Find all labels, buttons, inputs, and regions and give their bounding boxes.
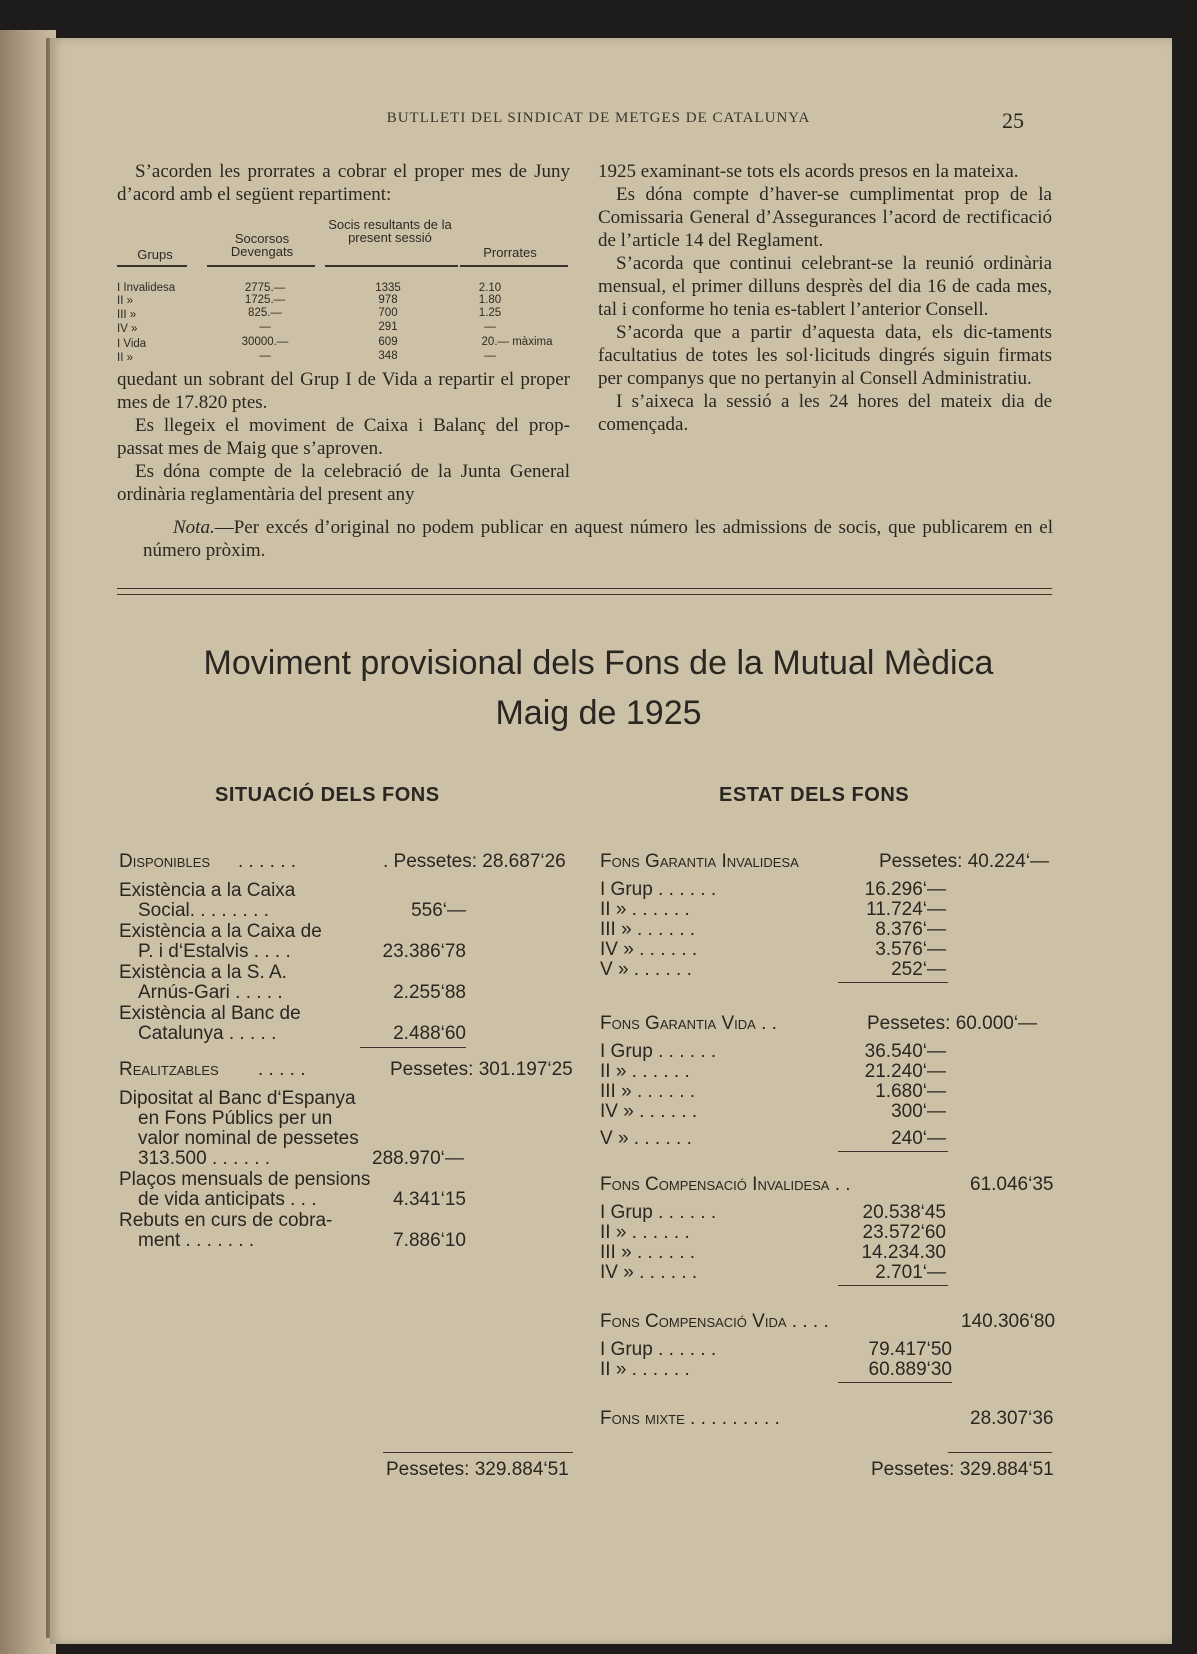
estat-grand-total: Pessetes: 329.884‘51 bbox=[871, 1459, 1054, 1480]
table-cell: 1335 bbox=[375, 282, 401, 294]
group-amount: 240‘— bbox=[891, 1128, 946, 1149]
table-row-grup: II » bbox=[117, 295, 133, 307]
item-line: en Fons Públics per un bbox=[138, 1108, 333, 1129]
item-line: P. i d‘Estalvis . . . . bbox=[138, 941, 291, 962]
group-amount: 2.701‘— bbox=[875, 1262, 946, 1283]
paragraph: S’acorda que a partir d’aquesta data, els dic-taments facultatius de totes les sol·licituds dingrés siguin firmats per companys que no pertanyin al Consell Administratiu. bbox=[598, 322, 1052, 389]
realitzables-total: Pessetes: 301.197‘25 bbox=[390, 1059, 573, 1080]
header-underline bbox=[207, 265, 315, 267]
paragraph: S’acorden les prorrates a cobrar el proper mes de Juny d’acord amb el següent repartiment: bbox=[117, 161, 570, 205]
col-header-socis: Socis resultants de la present sessió bbox=[328, 217, 452, 245]
fons-total: 28.307‘36 bbox=[970, 1408, 1054, 1429]
group-row: IV » . . . . . . bbox=[600, 1101, 698, 1122]
item-line: Existència a la Caixa bbox=[119, 880, 296, 901]
situacio-grand-total: Pessetes: 329.884‘51 bbox=[386, 1459, 569, 1480]
disponibles-label: Disponibles bbox=[119, 851, 211, 872]
group-amount: 21.240‘— bbox=[864, 1061, 946, 1082]
group-row: II » . . . . . . bbox=[600, 899, 690, 920]
fons-total: Pessetes: 40.224‘— bbox=[879, 851, 1050, 872]
group-amount: 8.376‘— bbox=[875, 919, 946, 940]
table-cell: 1725.— bbox=[244, 294, 286, 306]
group-row: IV » . . . . . . bbox=[600, 1262, 698, 1283]
item-line: Rebuts en curs de cobra- bbox=[119, 1210, 333, 1231]
paragraph: Es dóna compte d’haver-se cumplimentat prop de la Comissaria General d’Assegurances l’acord de rectificació de l’article 14 del Reglament. bbox=[598, 184, 1052, 251]
group-row: I Grup . . . . . . bbox=[600, 879, 717, 900]
table-cell: 609 bbox=[378, 336, 398, 348]
grand-total-rule bbox=[948, 1452, 1052, 1453]
group-amount: 16.296‘— bbox=[864, 879, 946, 900]
table-cell: 825.— bbox=[248, 307, 282, 319]
note-text: —Per excés d’original no podem publicar en aquest número les admissions de socis, que publicarem en el número pròxim. bbox=[143, 517, 1053, 561]
col-header-prorrates: Prorrates bbox=[483, 245, 537, 260]
group-row: II » . . . . . . bbox=[600, 1359, 690, 1380]
note-label: Nota. bbox=[173, 517, 215, 538]
col-header-socorsos: Socorsos Devengats bbox=[230, 231, 294, 259]
table-cell: 2775.— bbox=[244, 282, 286, 294]
group-amount: 20.538‘45 bbox=[862, 1202, 946, 1223]
header-underline bbox=[117, 265, 187, 267]
table-cell: — bbox=[484, 321, 496, 333]
paragraph: quedant un sobrant del Grup I de Vida a repartir el proper mes de 17.820 ptes. bbox=[117, 369, 570, 413]
group-amount: 1.680‘— bbox=[875, 1081, 946, 1102]
table-cell: 20.— màxima bbox=[481, 336, 553, 348]
table-cell: — bbox=[484, 350, 496, 362]
table-row-grup: III » bbox=[117, 309, 137, 321]
table-row-grup: I Vida bbox=[117, 338, 147, 350]
item-line: Existència a la Caixa de bbox=[119, 921, 322, 942]
table-cell: 2.10 bbox=[478, 282, 502, 294]
group-row: I Grup . . . . . . bbox=[600, 1339, 717, 1360]
dot-leader: . . . . . . bbox=[238, 851, 297, 872]
group-row: III » . . . . . . bbox=[600, 1081, 696, 1102]
item-amount: 288.970‘— bbox=[372, 1148, 464, 1169]
divider bbox=[117, 588, 1052, 589]
group-amount: 14.234.30 bbox=[861, 1242, 946, 1263]
table-row-grup: II » bbox=[117, 352, 133, 364]
group-row: V » . . . . . . bbox=[600, 1128, 692, 1149]
left-column-top bbox=[117, 160, 570, 206]
group-row: IV » . . . . . . bbox=[600, 939, 698, 960]
table-cell: — bbox=[259, 350, 271, 362]
header-underline bbox=[325, 265, 458, 267]
item-amount: 2.255‘88 bbox=[393, 982, 466, 1003]
item-amount: 4.341‘15 bbox=[393, 1189, 466, 1210]
fons-total: 140.306‘80 bbox=[961, 1311, 1056, 1332]
group-row: I Grup . . . . . . bbox=[600, 1041, 717, 1062]
fons-total: 61.046‘35 bbox=[970, 1174, 1054, 1195]
fons-label: Fons mixte . . . . . . . . . bbox=[600, 1408, 780, 1429]
header-underline bbox=[460, 265, 568, 267]
group-row: V » . . . . . . bbox=[600, 959, 692, 980]
item-line: de vida anticipats . . . bbox=[138, 1189, 317, 1210]
group-row: I Grup . . . . . . bbox=[600, 1202, 717, 1223]
running-header: BUTLLETI DEL SINDICAT DE METGES DE CATALUNYA bbox=[386, 110, 811, 126]
fons-label: Fons Compensació Vida . . . . bbox=[600, 1311, 829, 1332]
table-cell: 30000.— bbox=[241, 336, 289, 348]
item-line: Dipositat al Banc d‘Espanya bbox=[119, 1088, 356, 1109]
item-line: 313.500 . . . . . . bbox=[138, 1148, 271, 1169]
item-line: Plaços mensuals de pensions bbox=[119, 1169, 371, 1190]
sum-rule bbox=[838, 982, 948, 983]
col-header-grups: Grups bbox=[137, 247, 173, 262]
table-cell: 978 bbox=[378, 294, 398, 306]
right-column bbox=[598, 160, 1052, 436]
fons-label: Fons Garantia Vida . . bbox=[600, 1013, 777, 1034]
group-row: III » . . . . . . bbox=[600, 919, 696, 940]
group-row: III » . . . . . . bbox=[600, 1242, 696, 1263]
sum-rule bbox=[838, 1285, 948, 1286]
table-row-grup: IV » bbox=[117, 323, 138, 335]
fons-label: Fons Garantia Invalidesa bbox=[600, 851, 799, 872]
disponibles-total: . Pessetes: 28.687‘26 bbox=[383, 851, 566, 872]
item-line: Catalunya . . . . . bbox=[138, 1023, 277, 1044]
fons-total: Pessetes: 60.000‘— bbox=[867, 1013, 1038, 1034]
group-amount: 23.572‘60 bbox=[862, 1222, 946, 1243]
left-column-bottom bbox=[117, 368, 570, 506]
divider bbox=[117, 594, 1052, 595]
grand-total-rule bbox=[383, 1452, 573, 1453]
group-row: II » . . . . . . bbox=[600, 1222, 690, 1243]
fons-label: Fons Compensació Invalidesa . . bbox=[600, 1174, 851, 1195]
item-amount: 2.488‘60 bbox=[393, 1023, 466, 1044]
group-amount: 11.724‘— bbox=[866, 899, 946, 920]
paragraph: S’acorda que continui celebrant-se la reunió ordinària mensual, el primer dilluns desprès del dia 16 de cada mes, tal i conforme ho tenia es-tablert l’anterior Consell. bbox=[598, 253, 1052, 320]
item-line: valor nominal de pessetes bbox=[138, 1128, 359, 1149]
item-line: Existència a la S. A. bbox=[119, 962, 287, 983]
paragraph: Es llegeix el moviment de Caixa i Balanç del prop-passat mes de Maig que s’aproven. bbox=[117, 415, 570, 459]
page-number: 25 bbox=[1002, 108, 1024, 133]
heading-estat: ESTAT DELS FONS bbox=[719, 784, 910, 806]
paragraph: 1925 examinant-se tots els acords presos en la mateixa. bbox=[598, 161, 1019, 182]
dot-leader: . . . . . bbox=[258, 1059, 306, 1080]
group-amount: 79.417‘50 bbox=[868, 1339, 952, 1360]
group-amount: 36.540‘— bbox=[864, 1041, 946, 1062]
item-line: Arnús-Gari . . . . . bbox=[138, 982, 283, 1003]
group-amount: 300‘— bbox=[891, 1101, 946, 1122]
note bbox=[143, 516, 1053, 562]
article-title: Moviment provisional dels Fons de la Mutual Mèdica bbox=[203, 644, 994, 682]
paragraph: Es dóna compte de la celebració de la Junta General ordinària reglamentària del present any bbox=[117, 461, 570, 505]
item-amount: 7.886‘10 bbox=[393, 1230, 466, 1251]
group-amount: 3.576‘— bbox=[875, 939, 946, 960]
sum-rule bbox=[360, 1047, 466, 1048]
table-cell: 291 bbox=[378, 321, 398, 333]
item-line: Social. . . . . . . . bbox=[138, 900, 269, 921]
table-cell: 1.25 bbox=[478, 307, 502, 319]
table-cell: 348 bbox=[378, 350, 398, 362]
item-line: Existència al Banc de bbox=[119, 1003, 301, 1024]
table-cell: 1.80 bbox=[478, 294, 502, 306]
sum-rule bbox=[838, 1151, 948, 1152]
table-cell: 700 bbox=[378, 307, 398, 319]
item-amount: 23.386‘78 bbox=[382, 941, 466, 962]
item-line: ment . . . . . . . bbox=[138, 1230, 255, 1251]
sum-rule bbox=[838, 1382, 952, 1383]
group-amount: 252‘— bbox=[891, 959, 946, 980]
item-amount: 556‘— bbox=[411, 900, 466, 921]
realitzables-label: Realitzables bbox=[119, 1059, 219, 1080]
heading-situacio: SITUACIÓ DELS FONS bbox=[215, 784, 440, 806]
table-row-grup: I Invalidesa bbox=[117, 282, 176, 294]
paragraph: I s’aixeca la sessió a les 24 hores del mateix dia de començada. bbox=[598, 391, 1052, 435]
table-cell: — bbox=[259, 321, 271, 333]
article-subtitle: Maig de 1925 bbox=[495, 694, 702, 732]
group-amount: 60.889‘30 bbox=[868, 1359, 952, 1380]
group-row: II » . . . . . . bbox=[600, 1061, 690, 1082]
